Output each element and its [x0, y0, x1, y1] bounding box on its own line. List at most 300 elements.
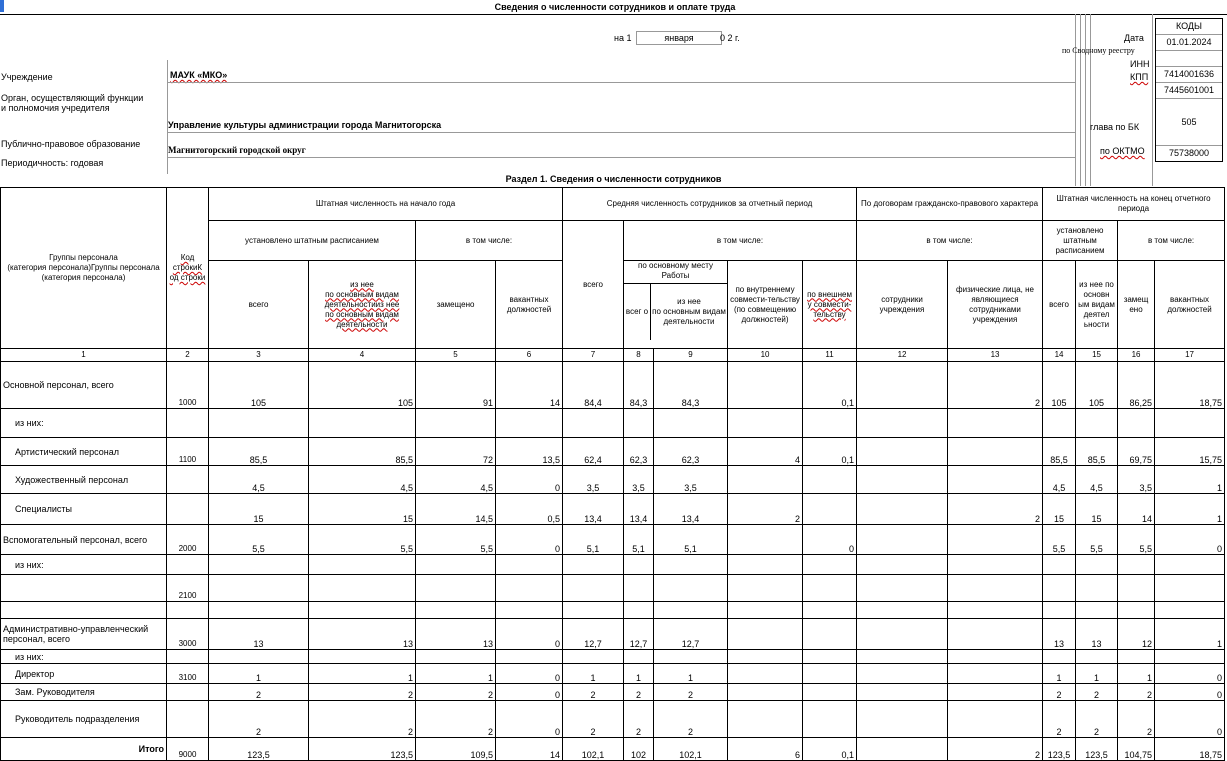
cell-col-8[interactable] — [624, 409, 654, 438]
date-prefix: на 1 — [614, 33, 632, 43]
cell-col-12[interactable] — [857, 494, 948, 525]
cell-col-12[interactable] — [857, 466, 948, 494]
cell-col-10[interactable] — [728, 466, 803, 494]
cell-col-12[interactable] — [857, 409, 948, 438]
end-incl-header: в том числе: — [1118, 221, 1225, 261]
kpp-label: КПП — [1130, 72, 1149, 82]
cell-col-12[interactable] — [857, 602, 948, 619]
main-place-header — [624, 261, 728, 349]
cell-col-9[interactable]: 2 — [654, 684, 728, 701]
cell-col-17[interactable]: 1 — [1155, 619, 1225, 650]
cell-col-9[interactable]: 102,1 — [654, 738, 728, 761]
cell-col-14[interactable]: 123,5 — [1043, 738, 1076, 761]
cell-col-10[interactable] — [728, 701, 803, 738]
cell-col-3[interactable]: 15 — [209, 494, 309, 525]
cell-col-16[interactable]: 1 — [1118, 664, 1155, 684]
cell-col-6[interactable] — [496, 602, 563, 619]
cell-col-8[interactable] — [624, 575, 654, 602]
cell-col-13[interactable] — [948, 701, 1043, 738]
cell-col-17[interactable] — [1155, 575, 1225, 602]
cell-col-5[interactable]: 109,5 — [416, 738, 496, 761]
cell-col-11[interactable]: 0,1 — [803, 738, 857, 761]
cell-col-3[interactable]: 2 — [209, 701, 309, 738]
institution-label: Учреждение — [1, 72, 53, 82]
cell-col-17[interactable]: 1 — [1155, 466, 1225, 494]
code-date[interactable]: 01.01.2024 — [1156, 35, 1222, 51]
cell-col-9[interactable]: 2 — [654, 701, 728, 738]
row-code — [167, 602, 209, 619]
cell-col-13[interactable] — [948, 664, 1043, 684]
cell-col-11[interactable] — [803, 664, 857, 684]
cell-col-10[interactable]: 4 — [728, 438, 803, 466]
cell-col-16[interactable]: 104,75 — [1118, 738, 1155, 761]
cell-col-5[interactable] — [416, 602, 496, 619]
cell-col-11[interactable] — [803, 701, 857, 738]
cell-col-12[interactable] — [857, 555, 948, 575]
cell-col-7[interactable] — [563, 575, 624, 602]
cell-col-9[interactable]: 84,3 — [654, 362, 728, 409]
cell-col-3[interactable] — [209, 555, 309, 575]
cell-col-10[interactable] — [728, 684, 803, 701]
cell-col-15[interactable]: 123,5 — [1076, 738, 1118, 761]
row-label: из них: — [1, 650, 167, 664]
cell-col-6[interactable]: 13,5 — [496, 438, 563, 466]
row-label — [1, 575, 167, 602]
cell-col-5[interactable]: 4,5 — [416, 466, 496, 494]
cell-col-10[interactable] — [728, 619, 803, 650]
cell-col-12[interactable] — [857, 619, 948, 650]
end-filled-header: замещ ено — [1118, 261, 1155, 349]
cell-col-14[interactable]: 2 — [1043, 701, 1076, 738]
cell-col-11[interactable] — [803, 602, 857, 619]
cell-col-5[interactable]: 72 — [416, 438, 496, 466]
cell-col-6[interactable]: 0 — [496, 701, 563, 738]
report-title: Сведения о численности сотрудников и оплате труда — [494, 2, 736, 12]
cell-col-8[interactable]: 2 — [624, 684, 654, 701]
code-kpp[interactable]: 7445601001 — [1156, 83, 1222, 99]
cell-col-15[interactable]: 1 — [1076, 664, 1118, 684]
cell-col-9[interactable]: 3,5 — [654, 466, 728, 494]
cell-col-16[interactable] — [1118, 575, 1155, 602]
table-row — [1, 525, 1225, 555]
cell-col-13[interactable] — [948, 575, 1043, 602]
column-number: 12 — [857, 349, 948, 362]
cell-col-6[interactable]: 0 — [496, 664, 563, 684]
cell-col-17[interactable] — [1155, 555, 1225, 575]
cell-col-10[interactable]: 2 — [728, 494, 803, 525]
table-row — [1, 438, 1225, 466]
cell-col-8[interactable]: 102 — [624, 738, 654, 761]
cell-col-3[interactable]: 123,5 — [209, 738, 309, 761]
cell-col-10[interactable] — [728, 664, 803, 684]
col-groups-header: Группы персонала (категория персонала)Группы персонала (категория персонала) — [1, 188, 167, 349]
cell-col-3[interactable]: 4,5 — [209, 466, 309, 494]
municipality-value[interactable]: Магнитогорский городской округ — [168, 145, 306, 155]
start-set-header: установлено штатным расписанием — [209, 221, 416, 261]
cell-col-16[interactable] — [1118, 650, 1155, 664]
cell-col-15[interactable]: 85,5 — [1076, 438, 1118, 466]
cell-col-11[interactable] — [803, 575, 857, 602]
cell-col-17[interactable]: 1 — [1155, 494, 1225, 525]
column-number: 1 — [1, 349, 167, 362]
cell-col-11[interactable] — [803, 555, 857, 575]
table-row — [1, 362, 1225, 409]
cell-col-15[interactable] — [1076, 575, 1118, 602]
cell-col-8[interactable]: 84,3 — [624, 362, 654, 409]
staff-table — [0, 187, 1225, 761]
start-incl-header: в том числе: — [416, 221, 563, 261]
cell-col-7[interactable]: 12,7 — [563, 619, 624, 650]
cell-col-3[interactable] — [209, 602, 309, 619]
glava-label: глава по БК — [1090, 122, 1140, 132]
cell-col-5[interactable]: 13 — [416, 619, 496, 650]
cell-col-13[interactable] — [948, 650, 1043, 664]
column-number: 8 — [624, 349, 654, 362]
inn-label: ИНН — [1130, 59, 1150, 69]
cell-col-16[interactable]: 3,5 — [1118, 466, 1155, 494]
row-code — [167, 684, 209, 701]
cell-col-4[interactable]: 4,5 — [309, 466, 416, 494]
gph-incl-header: в том числе: — [857, 221, 1043, 261]
table-row — [1, 619, 1225, 650]
cell-col-15[interactable]: 5,5 — [1076, 525, 1118, 555]
cell-col-17[interactable] — [1155, 409, 1225, 438]
cell-col-17[interactable]: 0 — [1155, 701, 1225, 738]
code-oktmo[interactable]: 75738000 — [1168, 148, 1210, 158]
cell-col-12[interactable] — [857, 738, 948, 761]
cell-col-4[interactable] — [309, 409, 416, 438]
column-number: 15 — [1076, 349, 1118, 362]
table-row — [1, 409, 1225, 438]
cell-col-9[interactable]: 12,7 — [654, 619, 728, 650]
cell-col-17[interactable]: 0 — [1155, 664, 1225, 684]
cell-col-7[interactable]: 62,4 — [563, 438, 624, 466]
cell-col-13[interactable]: 2 — [948, 738, 1043, 761]
cell-col-13[interactable] — [948, 555, 1043, 575]
row-label: Основной персонал, всего — [1, 362, 167, 409]
column-number: 11 — [803, 349, 857, 362]
cell-col-4[interactable]: 123,5 — [309, 738, 416, 761]
cell-col-17[interactable]: 15,75 — [1155, 438, 1225, 466]
cell-col-17[interactable]: 0 — [1155, 684, 1225, 701]
cell-col-16[interactable]: 12 — [1118, 619, 1155, 650]
cell-col-6[interactable]: 14 — [496, 738, 563, 761]
cell-col-10[interactable] — [728, 555, 803, 575]
cell-col-11[interactable] — [803, 409, 857, 438]
cell-col-3[interactable] — [209, 575, 309, 602]
cell-col-3[interactable]: 13 — [209, 619, 309, 650]
cell-col-15[interactable] — [1076, 650, 1118, 664]
cell-col-15[interactable]: 4,5 — [1076, 466, 1118, 494]
cell-col-9[interactable] — [654, 409, 728, 438]
cell-col-16[interactable] — [1118, 555, 1155, 575]
cell-col-16[interactable] — [1118, 602, 1155, 619]
cell-col-8[interactable]: 62,3 — [624, 438, 654, 466]
cell-col-16[interactable]: 2 — [1118, 684, 1155, 701]
cell-col-12[interactable] — [857, 362, 948, 409]
row-label: Вспомогательный персонал, всего — [1, 525, 167, 555]
cell-col-4[interactable] — [309, 555, 416, 575]
cell-col-10[interactable] — [728, 602, 803, 619]
cell-col-11[interactable]: 0,1 — [803, 362, 857, 409]
cell-col-14[interactable]: 1 — [1043, 664, 1076, 684]
cell-col-11[interactable] — [803, 494, 857, 525]
cell-col-10[interactable]: 6 — [728, 738, 803, 761]
cell-col-4[interactable]: 1 — [309, 664, 416, 684]
cell-col-10[interactable] — [728, 362, 803, 409]
end-all-header: всего — [1043, 261, 1076, 349]
cell-col-15[interactable]: 2 — [1076, 684, 1118, 701]
cell-col-4[interactable] — [309, 650, 416, 664]
cell-col-9[interactable]: 1 — [654, 664, 728, 684]
oktmo-label: по ОКТМО — [1100, 146, 1145, 156]
cell-col-6[interactable]: 0 — [496, 525, 563, 555]
cell-col-6[interactable] — [496, 409, 563, 438]
cell-col-17[interactable]: 18,75 — [1155, 738, 1225, 761]
cell-col-4[interactable] — [309, 575, 416, 602]
cell-col-8[interactable]: 1 — [624, 664, 654, 684]
cell-col-14[interactable]: 2 — [1043, 684, 1076, 701]
cell-col-10[interactable] — [728, 650, 803, 664]
row-code: 2100 — [167, 575, 209, 602]
cell-col-10[interactable] — [728, 525, 803, 555]
row-code — [167, 494, 209, 525]
cell-col-8[interactable]: 3,5 — [624, 466, 654, 494]
row-label: из них: — [1, 409, 167, 438]
date-month-field[interactable]: января — [636, 31, 722, 45]
cell-col-13[interactable] — [948, 602, 1043, 619]
cell-col-15[interactable]: 13 — [1076, 619, 1118, 650]
column-number: 13 — [948, 349, 1043, 362]
cell-col-3[interactable]: 85,5 — [209, 438, 309, 466]
row-code — [167, 409, 209, 438]
cell-col-7[interactable]: 5,1 — [563, 525, 624, 555]
cell-col-4[interactable]: 13 — [309, 619, 416, 650]
all-header: всего — [209, 261, 309, 349]
cell-col-7[interactable] — [563, 555, 624, 575]
table-row — [1, 684, 1225, 701]
cell-col-12[interactable] — [857, 438, 948, 466]
cell-col-6[interactable] — [496, 650, 563, 664]
main-act-header: из нее по основным видам деятельностииз нее по основным видам деятельности — [309, 261, 416, 349]
cell-col-17[interactable] — [1155, 602, 1225, 619]
cell-col-14[interactable] — [1043, 650, 1076, 664]
cell-col-5[interactable]: 14,5 — [416, 494, 496, 525]
cell-col-14[interactable] — [1043, 575, 1076, 602]
cell-col-14[interactable]: 15 — [1043, 494, 1076, 525]
cell-col-8[interactable]: 5,1 — [624, 525, 654, 555]
cell-col-9[interactable] — [654, 602, 728, 619]
cell-col-6[interactable]: 0,5 — [496, 494, 563, 525]
cell-col-12[interactable] — [857, 650, 948, 664]
cell-col-4[interactable] — [309, 602, 416, 619]
cell-col-4[interactable]: 2 — [309, 684, 416, 701]
cell-col-6[interactable] — [496, 575, 563, 602]
cell-col-6[interactable]: 0 — [496, 684, 563, 701]
code-glava[interactable]: 505 — [1156, 99, 1222, 146]
cell-col-13[interactable] — [948, 684, 1043, 701]
codes-box — [1155, 18, 1223, 162]
cell-col-7[interactable] — [563, 602, 624, 619]
cell-col-17[interactable] — [1155, 650, 1225, 664]
cell-col-5[interactable]: 1 — [416, 664, 496, 684]
column-number: 6 — [496, 349, 563, 362]
cell-col-13[interactable] — [948, 525, 1043, 555]
row-code — [167, 701, 209, 738]
cell-col-14[interactable]: 13 — [1043, 619, 1076, 650]
row-label: Специалисты — [1, 494, 167, 525]
cell-col-8[interactable] — [624, 555, 654, 575]
cell-col-7[interactable] — [563, 650, 624, 664]
cell-col-12[interactable] — [857, 664, 948, 684]
cell-col-15[interactable]: 105 — [1076, 362, 1118, 409]
cell-col-14[interactable]: 4,5 — [1043, 466, 1076, 494]
row-code: 1000 — [167, 362, 209, 409]
row-label: Художественный персонал — [1, 466, 167, 494]
cell-col-8[interactable]: 2 — [624, 701, 654, 738]
cell-col-5[interactable]: 2 — [416, 684, 496, 701]
cell-col-7[interactable]: 84,4 — [563, 362, 624, 409]
codes-header: КОДЫ — [1156, 19, 1222, 35]
row-code: 3000 — [167, 619, 209, 650]
cell-col-13[interactable]: 2 — [948, 362, 1043, 409]
cell-col-14[interactable] — [1043, 555, 1076, 575]
date-year: 0 2 г. — [720, 33, 740, 43]
cell-col-3[interactable]: 1 — [209, 664, 309, 684]
cell-col-8[interactable]: 12,7 — [624, 619, 654, 650]
cell-col-3[interactable]: 2 — [209, 684, 309, 701]
period-label: Периодичность: годовая — [1, 158, 104, 168]
cell-col-16[interactable]: 69,75 — [1118, 438, 1155, 466]
cell-col-4[interactable]: 15 — [309, 494, 416, 525]
cell-col-7[interactable]: 13,4 — [563, 494, 624, 525]
column-number: 7 — [563, 349, 624, 362]
cell-col-4[interactable]: 85,5 — [309, 438, 416, 466]
cell-col-7[interactable]: 2 — [563, 701, 624, 738]
cell-col-11[interactable] — [803, 619, 857, 650]
cell-col-14[interactable]: 5,5 — [1043, 525, 1076, 555]
vacant-header: вакантных должностей — [496, 261, 563, 349]
gph-header: По договорам гражданско-правового характера — [857, 188, 1043, 221]
cell-col-4[interactable]: 5,5 — [309, 525, 416, 555]
cell-col-13[interactable] — [948, 619, 1043, 650]
cell-col-7[interactable] — [563, 409, 624, 438]
cell-col-12[interactable] — [857, 684, 948, 701]
cell-col-13[interactable] — [948, 438, 1043, 466]
cell-col-14[interactable] — [1043, 602, 1076, 619]
cell-col-11[interactable] — [803, 466, 857, 494]
cell-col-9[interactable]: 13,4 — [654, 494, 728, 525]
cell-col-11[interactable] — [803, 684, 857, 701]
cell-col-4[interactable]: 105 — [309, 362, 416, 409]
end-set-header: установлено штатным расписанием — [1043, 221, 1118, 261]
cell-col-6[interactable]: 14 — [496, 362, 563, 409]
cell-col-8[interactable]: 13,4 — [624, 494, 654, 525]
cell-col-10[interactable] — [728, 409, 803, 438]
cell-col-14[interactable] — [1043, 409, 1076, 438]
cell-col-15[interactable]: 15 — [1076, 494, 1118, 525]
cell-col-16[interactable]: 2 — [1118, 701, 1155, 738]
cell-col-7[interactable]: 3,5 — [563, 466, 624, 494]
end-vacant-header: вакантных должностей — [1155, 261, 1225, 349]
cell-col-9[interactable]: 62,3 — [654, 438, 728, 466]
cell-col-15[interactable] — [1076, 602, 1118, 619]
cell-col-9[interactable] — [654, 575, 728, 602]
cell-col-10[interactable] — [728, 575, 803, 602]
cell-col-6[interactable]: 0 — [496, 619, 563, 650]
column-number: 9 — [654, 349, 728, 362]
cell-col-12[interactable] — [857, 525, 948, 555]
cell-col-3[interactable] — [209, 650, 309, 664]
cell-col-5[interactable] — [416, 409, 496, 438]
cell-col-5[interactable]: 5,5 — [416, 525, 496, 555]
cell-col-3[interactable] — [209, 409, 309, 438]
row-code — [167, 466, 209, 494]
table-row — [1, 466, 1225, 494]
cell-col-16[interactable]: 86,25 — [1118, 362, 1155, 409]
cell-col-5[interactable]: 91 — [416, 362, 496, 409]
cell-col-3[interactable]: 105 — [209, 362, 309, 409]
founder-value[interactable]: Управление культуры администрации города Магнитогорска — [168, 120, 442, 130]
section-title: Раздел 1. Сведения о численности сотрудников — [505, 174, 722, 184]
cell-col-9[interactable]: 5,1 — [654, 525, 728, 555]
code-reestr[interactable] — [1156, 51, 1222, 67]
cell-col-16[interactable] — [1118, 409, 1155, 438]
row-label: Директор — [1, 664, 167, 684]
row-label: Административно-управленческий персонал, всего — [1, 619, 167, 650]
cell-col-4[interactable]: 2 — [309, 701, 416, 738]
cell-col-6[interactable]: 0 — [496, 466, 563, 494]
cell-col-14[interactable]: 105 — [1043, 362, 1076, 409]
cell-col-12[interactable] — [857, 701, 948, 738]
cell-col-11[interactable]: 0,1 — [803, 438, 857, 466]
cell-col-8[interactable] — [624, 650, 654, 664]
cell-col-7[interactable]: 102,1 — [563, 738, 624, 761]
cell-col-5[interactable] — [416, 650, 496, 664]
column-number: 2 — [167, 349, 209, 362]
cell-col-6[interactable] — [496, 555, 563, 575]
cell-col-7[interactable]: 1 — [563, 664, 624, 684]
cell-col-15[interactable] — [1076, 409, 1118, 438]
cell-col-5[interactable]: 2 — [416, 701, 496, 738]
cell-col-11[interactable] — [803, 650, 857, 664]
row-label: из них: — [1, 555, 167, 575]
table-row — [1, 650, 1225, 664]
cell-col-14[interactable]: 85,5 — [1043, 438, 1076, 466]
cell-col-16[interactable]: 5,5 — [1118, 525, 1155, 555]
cell-col-15[interactable] — [1076, 555, 1118, 575]
cell-col-9[interactable] — [654, 555, 728, 575]
cell-col-8[interactable] — [624, 602, 654, 619]
cell-col-13[interactable] — [948, 409, 1043, 438]
cell-col-15[interactable]: 2 — [1076, 701, 1118, 738]
cell-col-17[interactable]: 0 — [1155, 525, 1225, 555]
cell-col-3[interactable]: 5,5 — [209, 525, 309, 555]
cell-col-16[interactable]: 14 — [1118, 494, 1155, 525]
cell-col-5[interactable] — [416, 575, 496, 602]
cell-col-5[interactable] — [416, 555, 496, 575]
code-inn[interactable]: 7414001636 — [1156, 67, 1222, 83]
cell-col-13[interactable] — [948, 466, 1043, 494]
institution-value[interactable]: МАУК «МКО» — [170, 70, 228, 80]
cell-col-13[interactable]: 2 — [948, 494, 1043, 525]
cell-col-9[interactable] — [654, 650, 728, 664]
cell-col-7[interactable]: 2 — [563, 684, 624, 701]
cell-col-11[interactable]: 0 — [803, 525, 857, 555]
row-code — [167, 650, 209, 664]
cell-col-12[interactable] — [857, 575, 948, 602]
cell-col-17[interactable]: 18,75 — [1155, 362, 1225, 409]
